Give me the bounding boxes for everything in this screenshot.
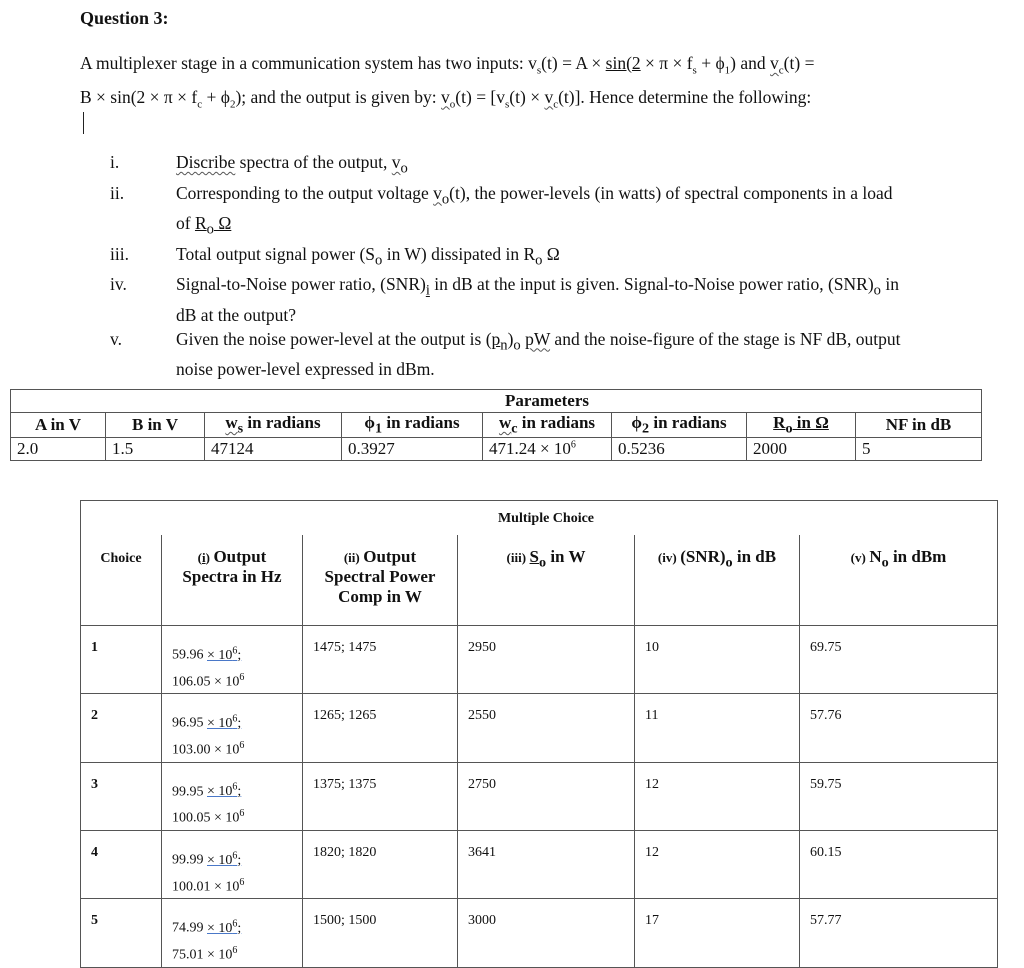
param-value-ws: 47124 (205, 438, 342, 461)
param-header-ws: $w_s$ in radians (205, 413, 342, 438)
item-v: v. Given the noise power-level at the output is $(p_n)_o$ pW and the noise-figure of the stage is NF dB, output noise power-level expressed in dBm. (110, 328, 901, 379)
item-iii: iii. Total output signal power ($S_o$ in W) dissipated in $R_o$ Ω (110, 243, 560, 268)
question-title: Question 3: (80, 8, 169, 28)
param-value-a: 2.0 (11, 438, 106, 461)
mc-no-value: 57.77 (800, 899, 998, 967)
parameters-table (10, 389, 982, 461)
mc-spectra-value: $99.95 \times 10^6$; $100.05 \times 10^6$ (162, 762, 303, 830)
mc-snr-value: 11 (635, 694, 800, 762)
mc-spectra-value: $74.99 \times 10^6$; $75.01 \times 10^6$ (162, 899, 303, 967)
mc-choice-number: 2 (81, 694, 162, 762)
mc-no-value: 57.76 (800, 694, 998, 762)
param-header-nf: NF in dB (856, 413, 982, 438)
mc-snr-value: 12 (635, 762, 800, 830)
mc-power-value: 1820; 1820 (303, 830, 458, 898)
mc-power-value: 1500; 1500 (303, 899, 458, 967)
mc-so-value: 2550 (458, 694, 635, 762)
mc-row-2 (81, 694, 998, 762)
param-value-b: 1.5 (106, 438, 205, 461)
mc-power-value: 1475; 1475 (303, 626, 458, 694)
mc-spectra-value: $96.95 \times 10^6$; $103.00 \times 10^6$ (162, 694, 303, 762)
mc-header-spectra: (i) Output Spectra in Hz (162, 535, 303, 626)
mc-no-value: 59.75 (800, 762, 998, 830)
mc-title: Multiple Choice (458, 501, 635, 536)
param-header-phi2: $\phi_2$ in radians (612, 413, 747, 438)
mc-row-3 (81, 762, 998, 830)
mc-snr-value: 12 (635, 830, 800, 898)
intro-line-2: $B \times \sin(2 \times \pi \times f_c + \phi_2)$; and the output is given by: $v_o(t) = [v_s(t) \times v_c(t)]$. Hence determine the following: (80, 86, 812, 110)
mc-header-power: (ii) Output Spectral Power Comp in W (303, 535, 458, 626)
item-i: i. Discribe spectra of the output, $v_o$ (110, 152, 408, 177)
item-iv: iv. Signal-to-Noise power ratio, $(SNR)_i$ in dB at the input is given. Signal-to-Noise power ratio, $(SNR)_o$ in dB at the output? (110, 274, 899, 325)
mc-so-value: 2750 (458, 762, 635, 830)
mc-so-value: 2950 (458, 626, 635, 694)
param-header-wc: $w_c$ in radians (483, 413, 612, 438)
param-value-phi2: 0.5236 (612, 438, 747, 461)
parameters-title: Parameters (483, 390, 612, 413)
mc-choice-number: 1 (81, 626, 162, 694)
question-items (110, 150, 910, 381)
param-value-phi1: 0.3927 (342, 438, 483, 461)
parameters-value-row (11, 438, 982, 461)
mc-header-so: (iii) $S_o$ in W (458, 535, 635, 626)
mc-power-value: 1265; 1265 (303, 694, 458, 762)
mc-so-value: 3000 (458, 899, 635, 967)
mc-choice-number: 4 (81, 830, 162, 898)
mc-so-value: 3641 (458, 830, 635, 898)
mc-no-value: 60.15 (800, 830, 998, 898)
mc-snr-value: 17 (635, 899, 800, 967)
param-header-ro: $R_o$ in Ω (747, 413, 856, 438)
mc-spectra-value: $59.96 \times 10^6$; $106.05 \times 10^6$ (162, 626, 303, 694)
param-header-a: A in V (11, 413, 106, 438)
mc-spectra-value: $99.99 \times 10^6$; $100.01 \times 10^6$ (162, 830, 303, 898)
mc-choice-number: 3 (81, 762, 162, 830)
mc-header-snr: (iv) $(SNR)_o$ in dB (635, 535, 800, 626)
mc-snr-value: 10 (635, 626, 800, 694)
param-header-phi1: $\phi_1$ in radians (342, 413, 483, 438)
parameters-header-row (11, 413, 982, 438)
mc-header-no: (v) $N_o$ in dBm (800, 535, 998, 626)
mc-title-row (81, 501, 998, 536)
mc-row-5 (81, 899, 998, 967)
mc-row-4 (81, 830, 998, 898)
mc-choice-number: 5 (81, 899, 162, 967)
mc-power-value: 1375; 1375 (303, 762, 458, 830)
param-value-wc: $471.24 \times 10^6$ (483, 438, 612, 461)
mc-no-value: 69.75 (800, 626, 998, 694)
mc-row-1 (81, 626, 998, 694)
mc-header-choice: Choice (81, 535, 162, 626)
param-header-b: B in V (106, 413, 205, 438)
param-value-nf: 5 (856, 438, 982, 461)
intro-line-1: A multiplexer stage in a communication system has two inputs: $v_s(t) = A \times \sin(2 \times \pi \times f_s + \phi_1)$ and $v_c(t)$ = (80, 53, 815, 77)
multiple-choice-table (80, 500, 998, 968)
mc-header-row (81, 535, 998, 626)
text-cursor (83, 112, 84, 134)
item-ii: ii. Corresponding to the output voltage $v_o(t)$, the power-levels (in watts) of spectral components in a load of $R_o$ Ω (110, 182, 893, 238)
question-intro (80, 50, 940, 117)
param-value-ro: 2000 (747, 438, 856, 461)
parameters-title-row (11, 390, 982, 413)
